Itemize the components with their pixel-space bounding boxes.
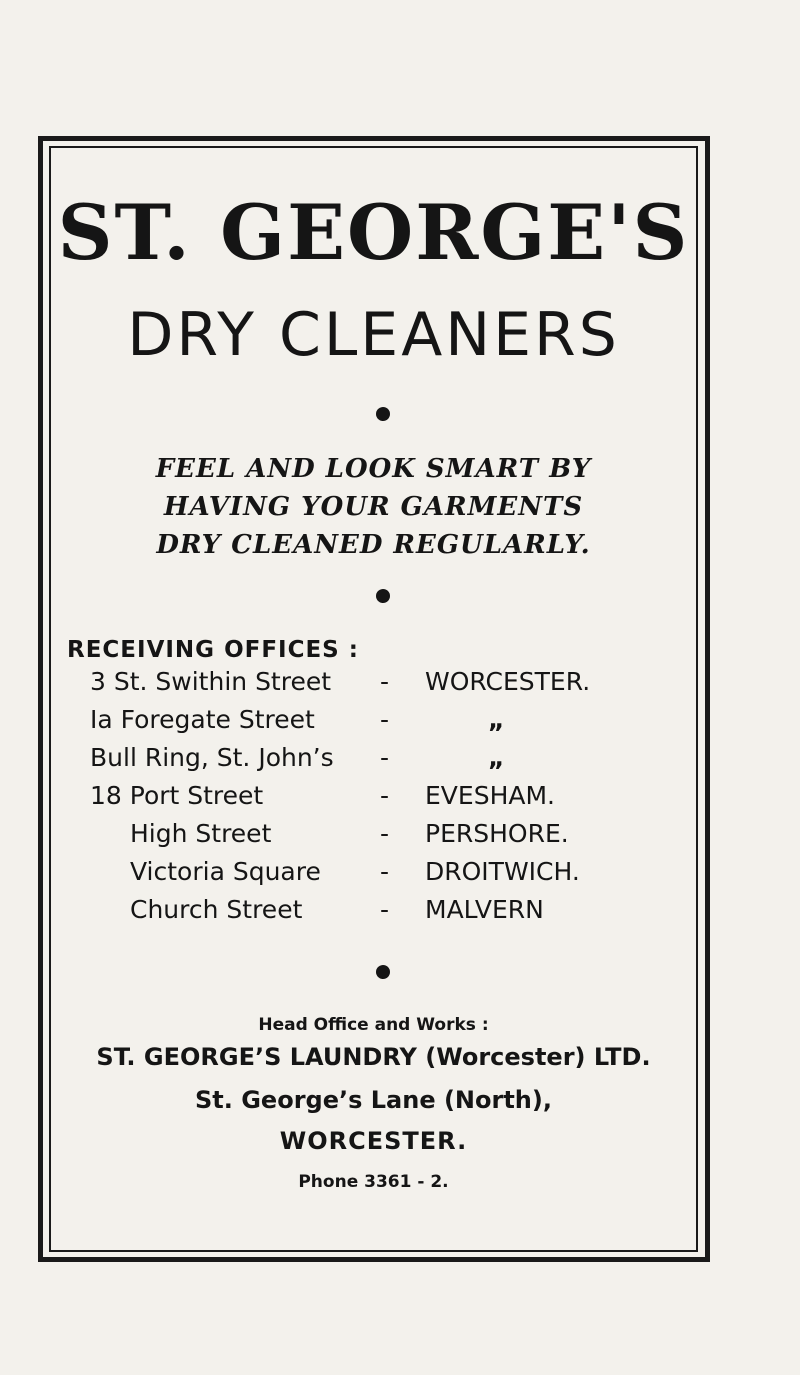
bullet-dot (376, 589, 390, 603)
slogan-line: HAVING YOUR GARMENTS (163, 492, 584, 522)
office-separator: - (380, 819, 390, 848)
office-town: WORCESTER. (425, 667, 591, 696)
office-address: 18 Port Street (90, 781, 264, 810)
office-row (0, 819, 800, 859)
bullet-dot (376, 965, 390, 979)
office-town: PERSHORE. (425, 819, 569, 848)
office-town: DROITWICH. (425, 857, 580, 886)
office-address: Ia Foregate Street (90, 705, 315, 734)
office-separator: - (380, 705, 390, 734)
page-subtitle: DRY CLEANERS (127, 300, 620, 370)
office-address: High Street (130, 819, 272, 848)
office-town: „ (488, 705, 505, 734)
office-town: EVESHAM. (425, 781, 555, 810)
office-address: Bull Ring, St. John’s (90, 743, 334, 772)
office-row (0, 781, 800, 821)
office-row (0, 743, 800, 783)
office-row (0, 705, 800, 745)
office-row (0, 857, 800, 897)
office-address: Church Street (130, 895, 303, 924)
office-separator: - (380, 895, 390, 924)
office-row (0, 667, 800, 707)
company-name: ST. GEORGE’S LAUNDRY (Worcester) LTD. (96, 1043, 651, 1071)
office-row (0, 895, 800, 935)
company-city: WORCESTER. (279, 1127, 468, 1155)
office-separator: - (380, 781, 390, 810)
head-office-label: Head Office and Works : (258, 1015, 489, 1035)
slogan-line: DRY CLEANED REGULARLY. (156, 530, 591, 560)
slogan (49, 450, 698, 564)
phone-number: Phone 3361 - 2. (298, 1172, 449, 1192)
page-title: ST. GEORGE'S (57, 188, 690, 277)
office-town: „ (488, 743, 505, 772)
bullet-dot (376, 407, 390, 421)
office-town: MALVERN (425, 895, 544, 924)
office-separator: - (380, 743, 390, 772)
office-separator: - (380, 667, 390, 696)
slogan-line: FEEL AND LOOK SMART BY (155, 454, 592, 484)
offices-heading: RECEIVING OFFICES : (67, 637, 359, 663)
office-separator: - (380, 857, 390, 886)
office-address: Victoria Square (130, 857, 321, 886)
office-address: 3 St. Swithin Street (90, 667, 332, 696)
company-street: St. George’s Lane (North), (195, 1086, 552, 1114)
